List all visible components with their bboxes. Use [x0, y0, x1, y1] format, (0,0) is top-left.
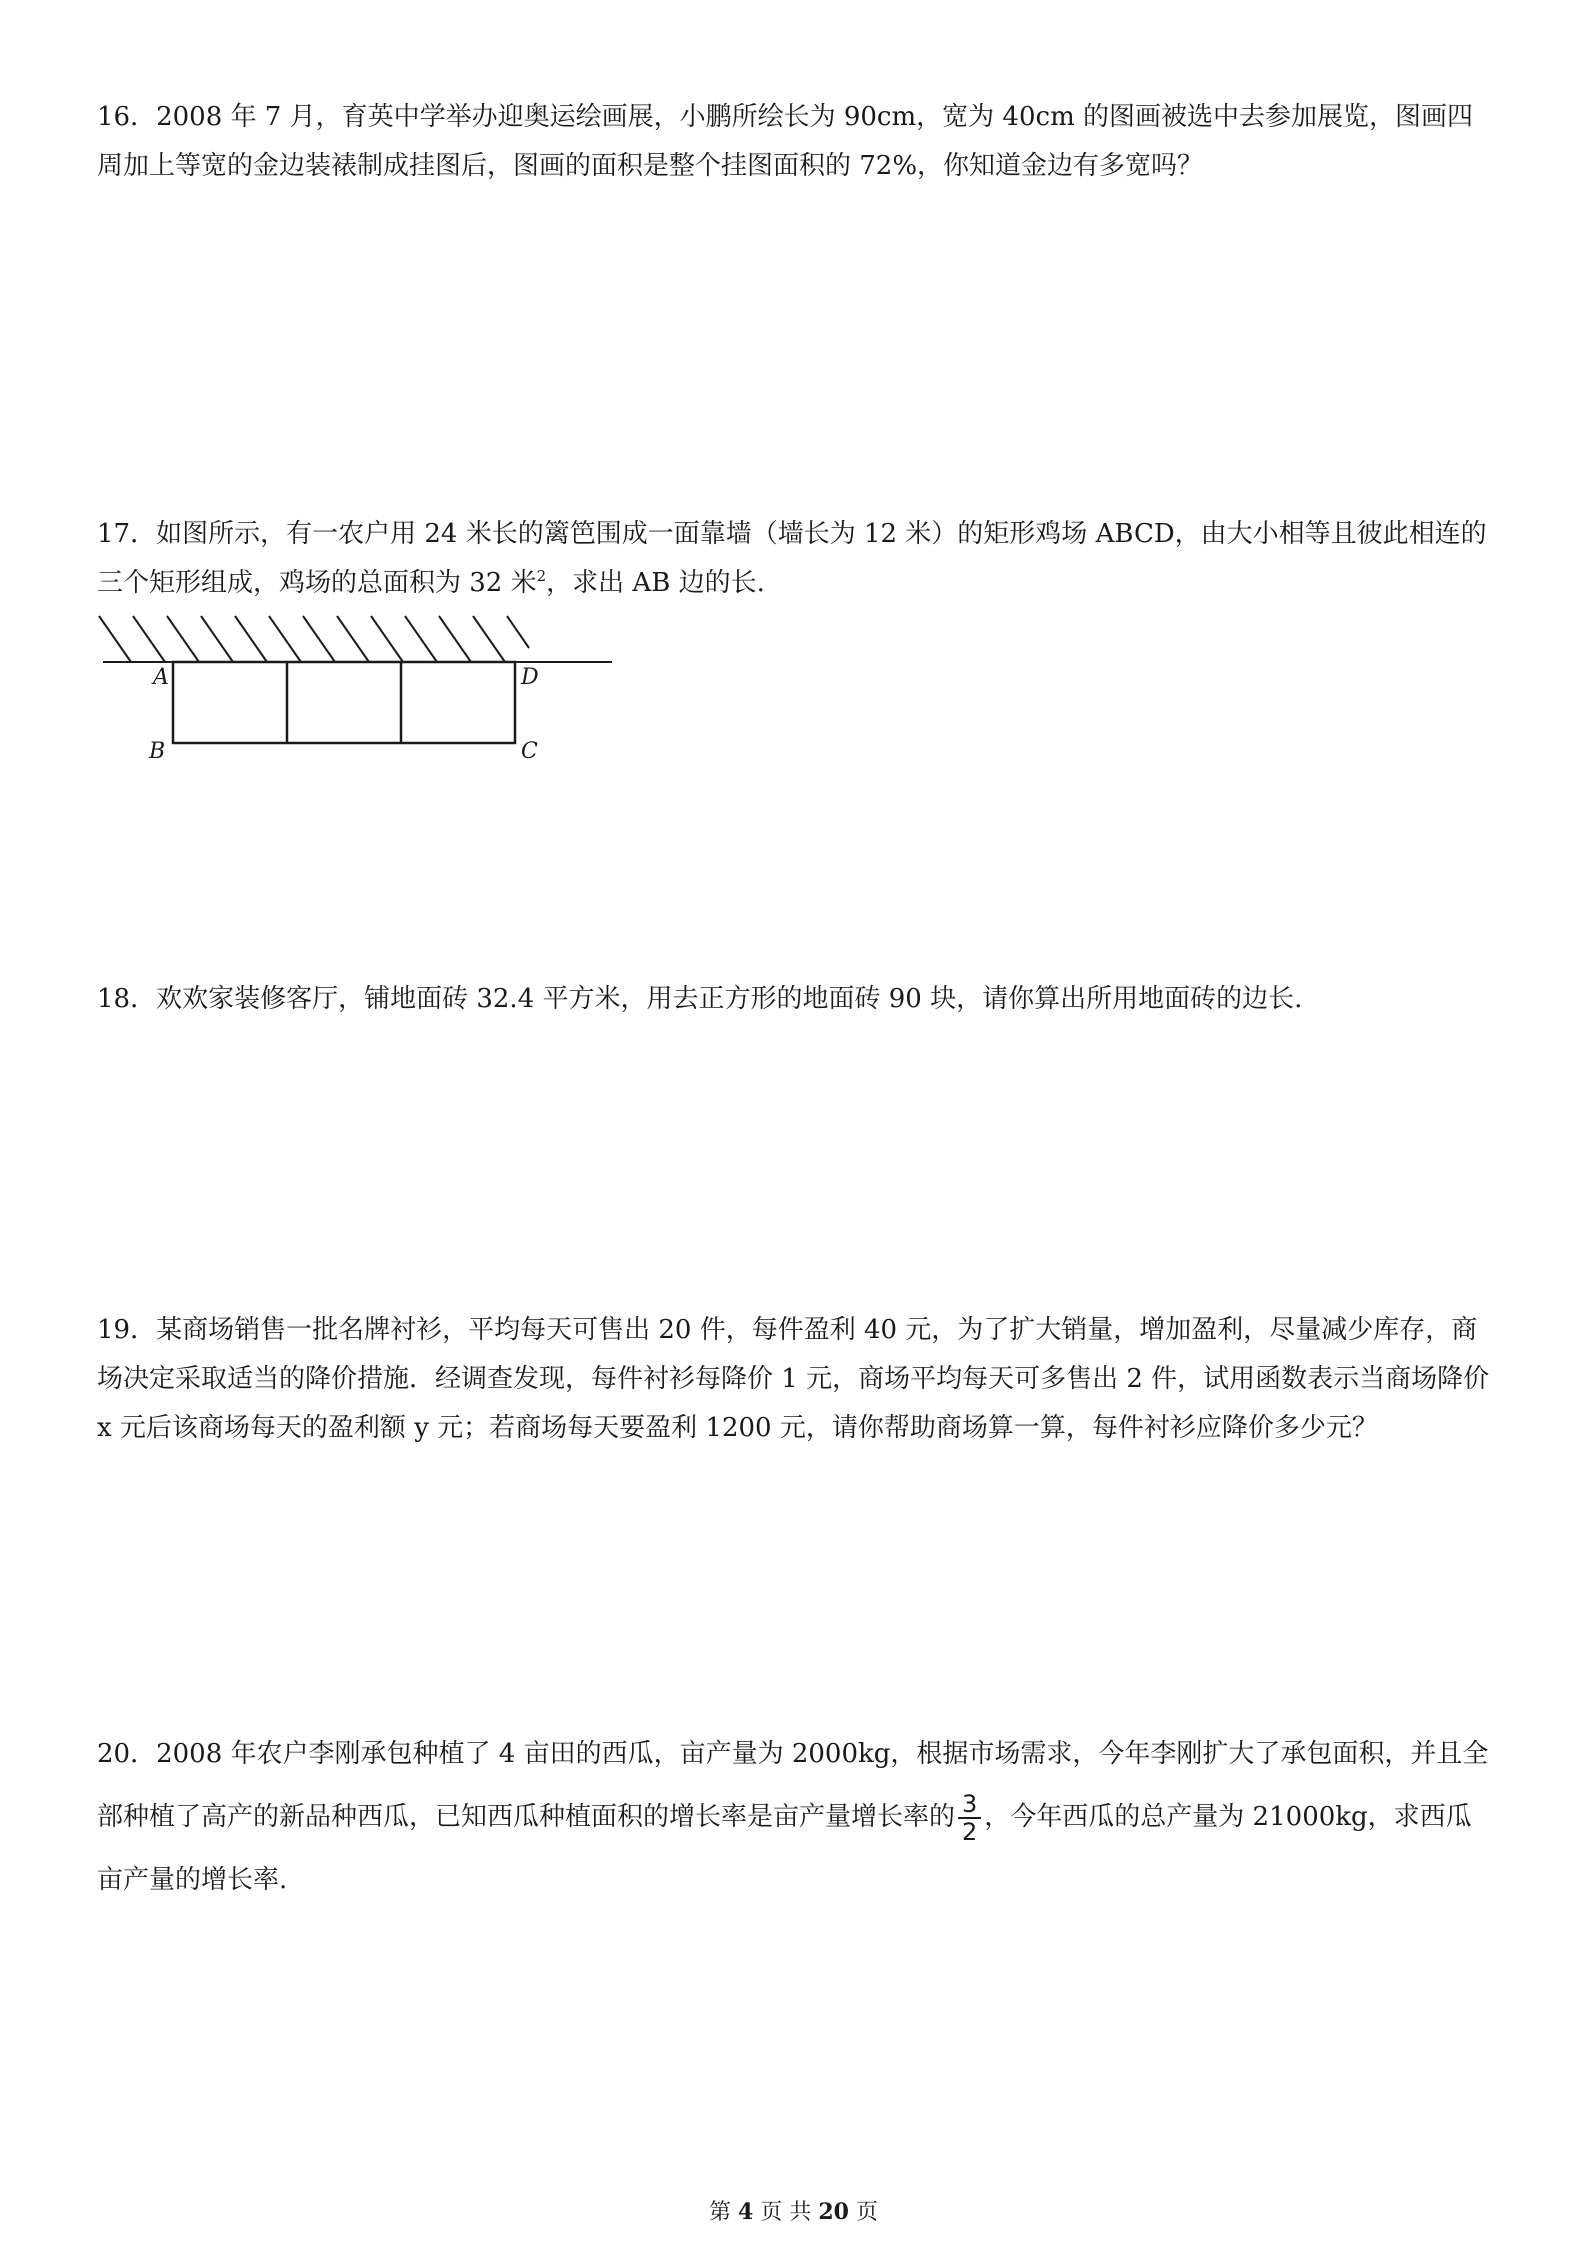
footer-prefix: 第 [709, 2200, 732, 2225]
question-20-text: 20．2008 年农户李刚承包种植了 4 亩田的西瓜，亩产量为 2000kg，根据市场需求，今年李刚扩大了承包面积，并且全部种植了高产的新品种西瓜，已知西瓜种植面积的增长率是亩产量增长率的 [97, 1739, 1489, 1832]
label-a: A [153, 665, 169, 690]
question-19: 19．某商场销售一批名牌衬衫，平均每天可售出 20 件，每件盈利 40 元，为了扩大销量，增加盈利，尽量减少库存，商场决定采取适当的降价措施．经调查发现，每件衬衫每降价 1 元，商场平均每天可多售出 2 件，试用函数表示当商场降价 x 元后该商场每天的盈利额 y 元；若商场每天要盈利 1200 元，请你帮助商场算一算，每件衬衫应降价多少元？ [97, 1315, 1490, 1443]
footer-total-pages: 20 [818, 2199, 849, 2225]
wall-hatching [99, 616, 529, 662]
question-18: 18．欢欢家装修客厅，铺地面砖 32.4 平方米，用去正方形的地面砖 90 块，请你算出所用地面砖的边长. [97, 984, 1303, 1014]
question-16: 16．2008 年 7 月，育英中学举办迎奥运绘画展，小鹏所绘长为 90cm，宽为 40cm 的图画被选中去参加展览，图画四周加上等宽的金边装裱制成挂图后，图画的面积是整个挂图面积的 72%，你知道金边有多宽吗？ [97, 102, 1473, 181]
fraction-three-halves [958, 1791, 981, 1845]
question-17 [97, 510, 1497, 608]
fraction-numerator: 3 [958, 1791, 981, 1819]
question-20-text-end: ，今年西瓜的总产量为 21000kg，求西瓜亩产量的增长率. [97, 1802, 1472, 1895]
footer-page-number: 4 [738, 2199, 754, 2225]
label-b: B [149, 739, 166, 764]
chicken-coop-diagram [97, 610, 617, 770]
page-footer [0, 2195, 1587, 2226]
footer-suffix: 页 [855, 2200, 878, 2225]
label-c: C [521, 739, 538, 764]
label-d: D [521, 665, 539, 690]
superscript-squared: 2 [536, 567, 547, 585]
question-17-text: 17．如图所示，有一农户用 24 米长的篱笆围成一面靠墙（墙长为 12 米）的矩形鸡场 ABCD，由大小相等且彼此相连的三个矩形组成，鸡场的总面积为 32 米 [97, 519, 1487, 598]
question-20 [97, 1723, 1497, 1912]
fraction-denominator: 2 [962, 1818, 978, 1846]
question-17-text-end: ，求出 AB 边的长. [546, 568, 765, 598]
footer-middle: 页 共 [760, 2200, 812, 2225]
fence-rectangles [173, 662, 515, 743]
